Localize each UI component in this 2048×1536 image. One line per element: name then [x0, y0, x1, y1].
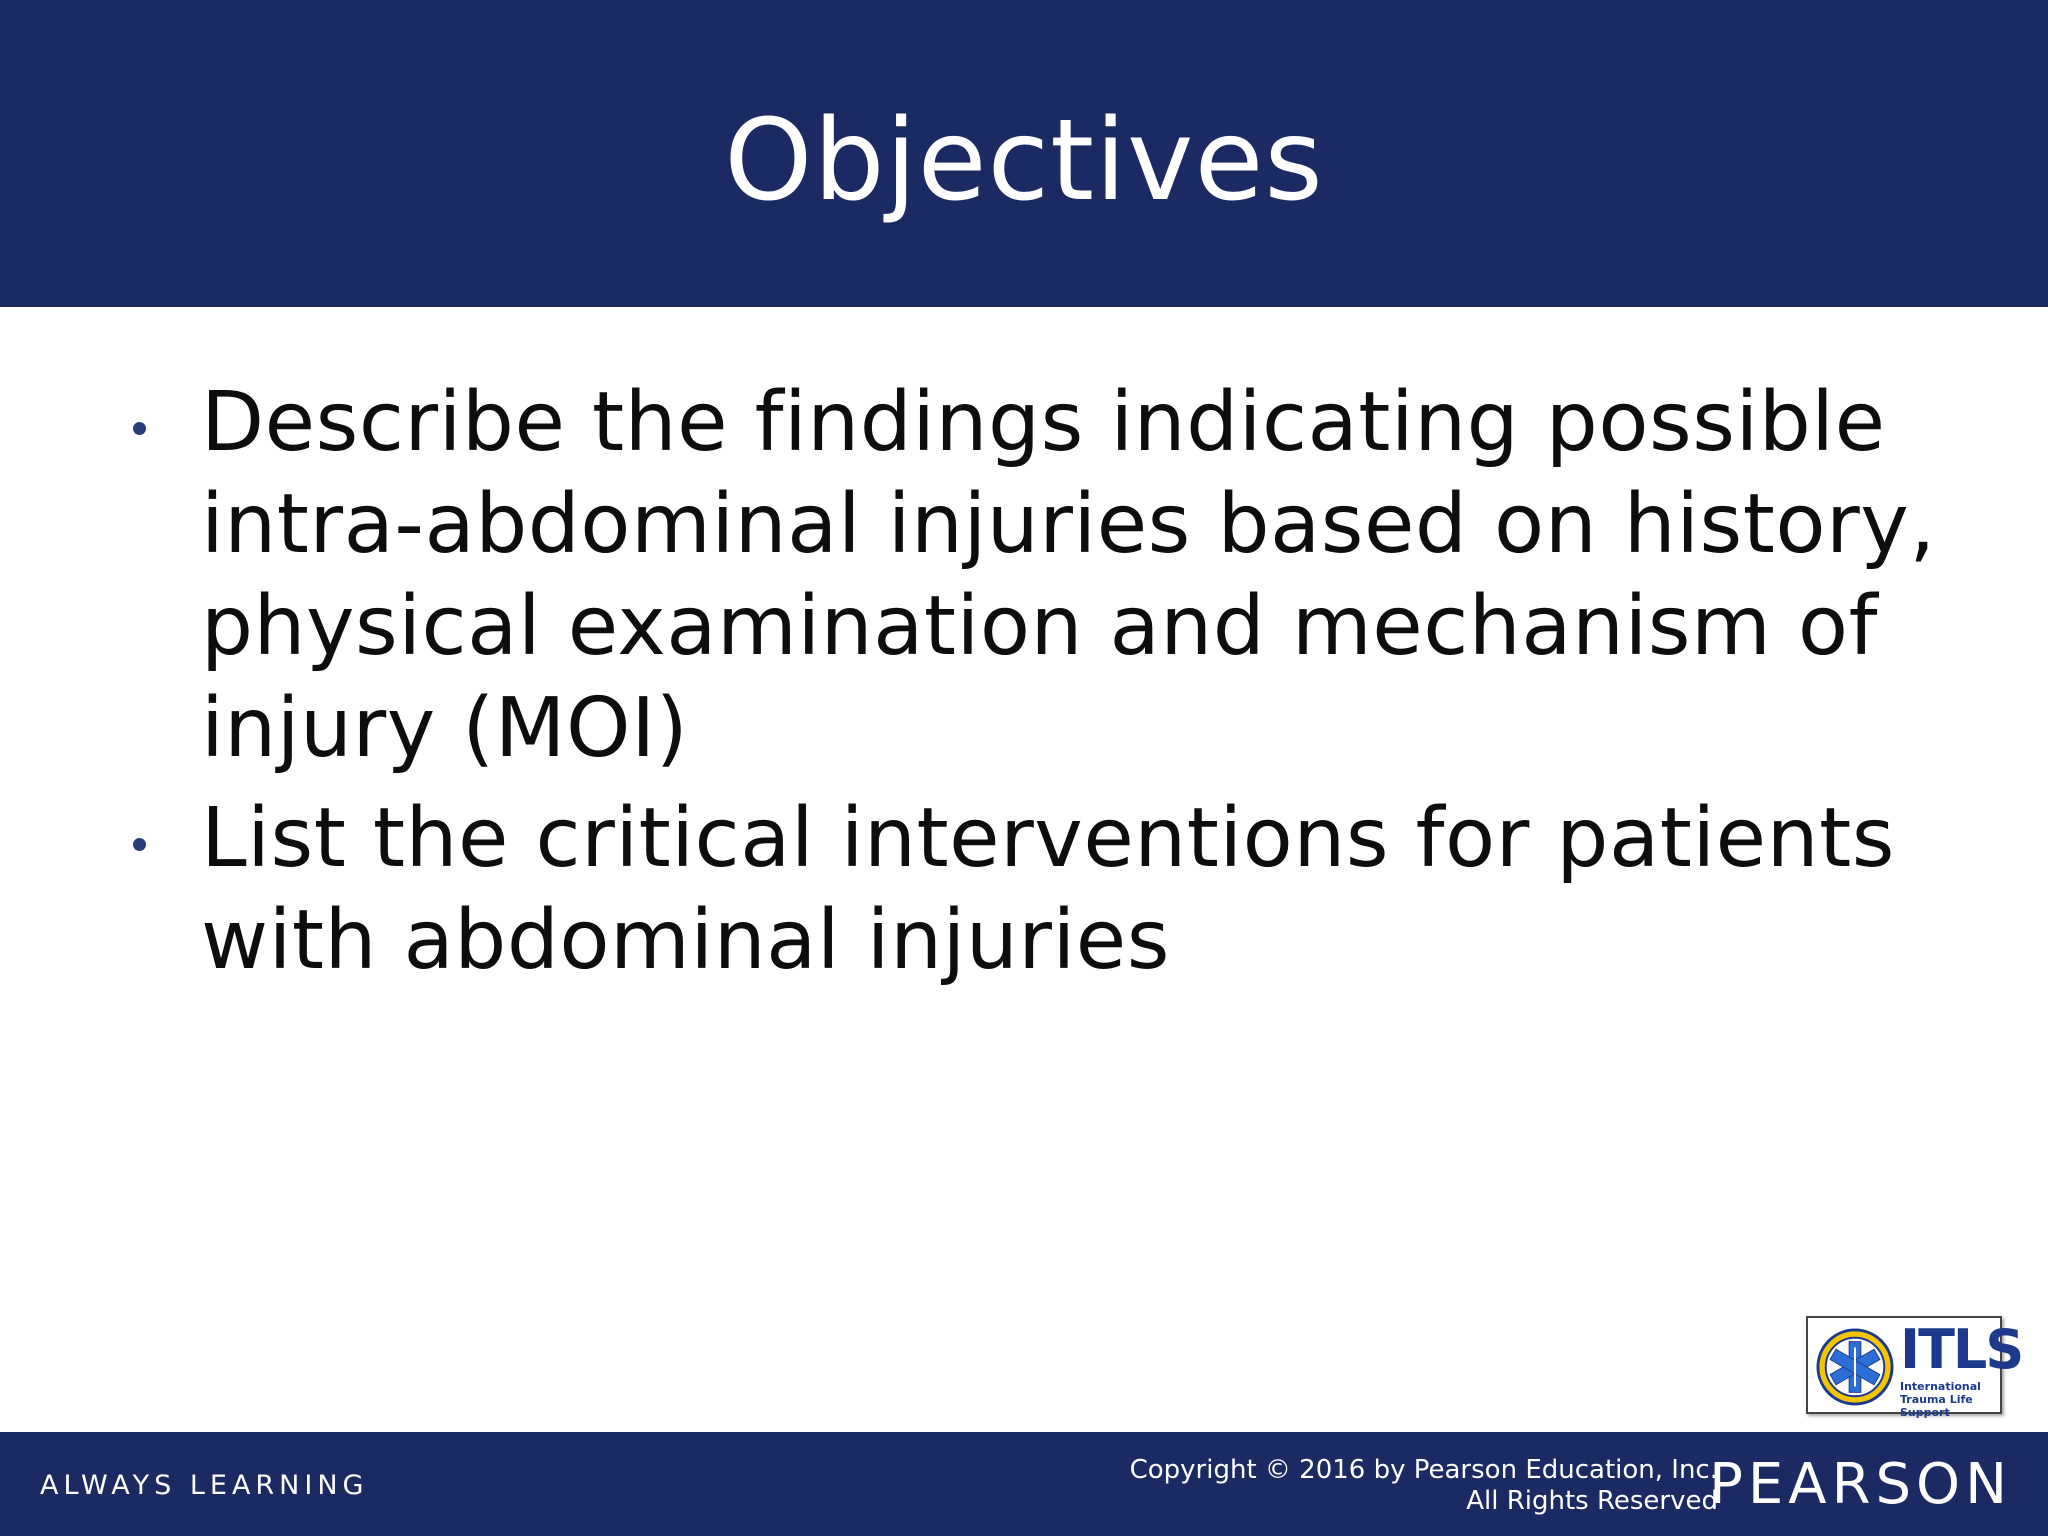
bullet-list	[0, 372, 2048, 1000]
copyright-line: Copyright © 2016 by Pearson Education, Inc.	[1129, 1455, 1718, 1485]
bullet-text: List the critical interventions for patients with abdominal injuries	[201, 791, 1895, 988]
footer-tagline: ALWAYS LEARNING	[40, 1470, 369, 1501]
star-of-life-icon	[1816, 1328, 1894, 1406]
rights-line: All Rights Reserved	[1466, 1486, 1718, 1516]
bullet-dot-icon	[127, 416, 151, 440]
itls-logo	[1806, 1316, 2023, 1419]
slide-title: Objectives	[724, 96, 1324, 226]
copyright-notice	[1130, 1455, 1718, 1517]
list-item	[0, 788, 2048, 992]
bullet-dot-icon	[127, 832, 151, 856]
logo-name: ITLS	[1900, 1318, 2023, 1381]
list-item	[0, 372, 2048, 780]
logo-subtitle: International Trauma Life Support	[1900, 1380, 1981, 1419]
pearson-logo: PEARSON	[1709, 1452, 2012, 1517]
bullet-text: Describe the findings indicating possible intra-abdominal injuries based on history, physical examination and mechanism of injury (MOI)	[201, 375, 1936, 776]
